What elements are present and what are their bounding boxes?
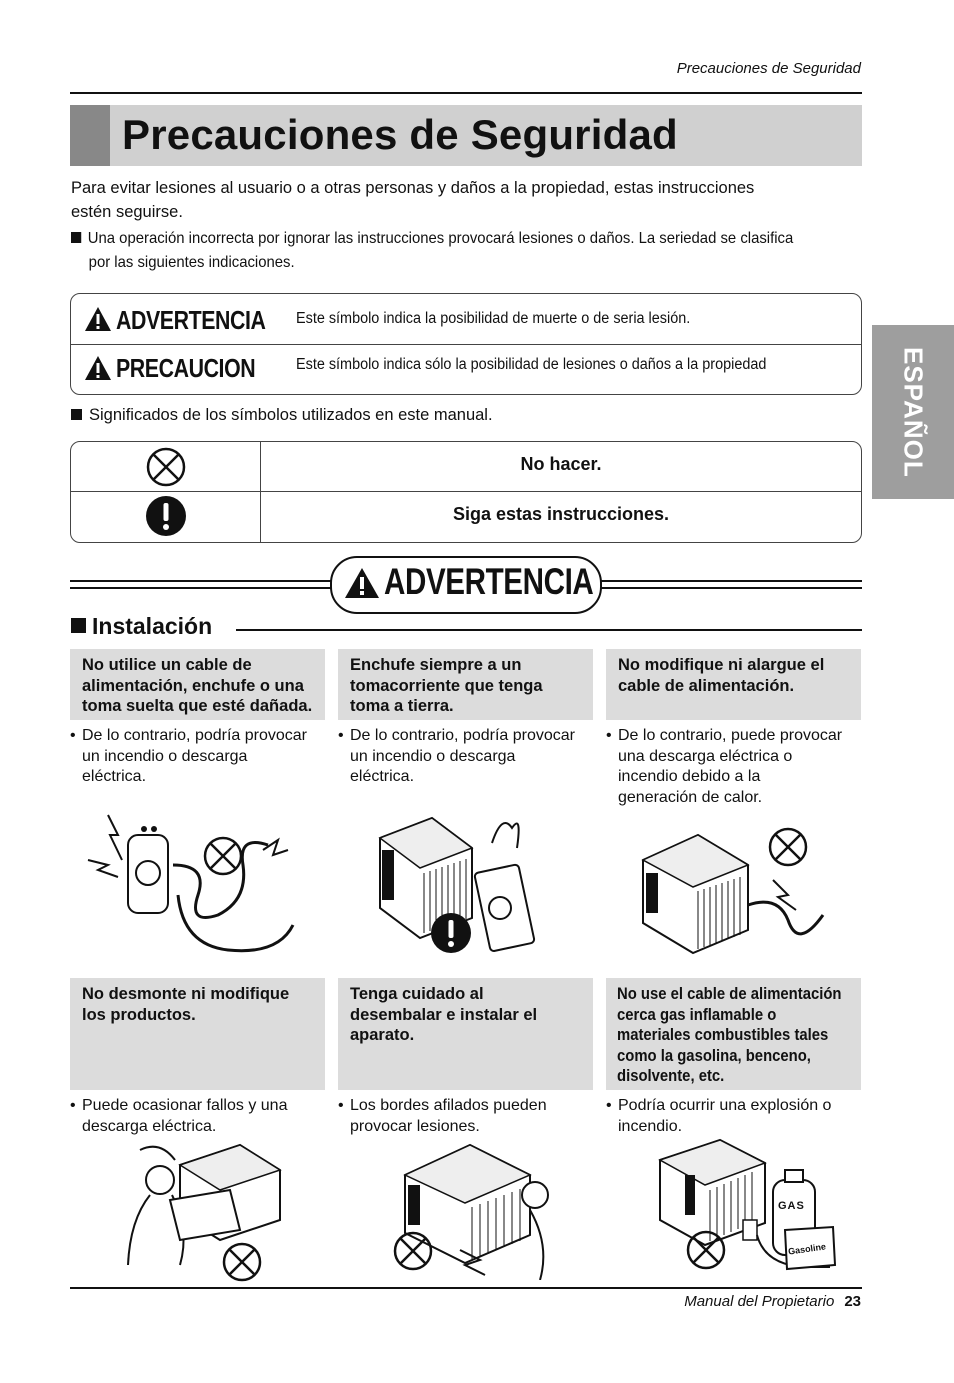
card-6-heading [606, 978, 861, 1090]
card-2-heading-line: tomacorriente que tenga [350, 676, 543, 695]
bullet-square-icon [71, 232, 81, 243]
card-3-body-line: incendio debido a la [618, 768, 761, 785]
disassembly-illustration [120, 1140, 305, 1270]
card-6-body: • Podría ocurrir una explosión o incendio. [606, 1096, 868, 1137]
intro-note-line-2: por las siguientes indicaciones. [88, 254, 295, 271]
card-5-heading-line: aparato. [350, 1026, 415, 1044]
card-2-body-line: eléctrica. [350, 768, 415, 785]
card-3-body-line: generación de calor. [618, 788, 763, 806]
intro-line-2: estén seguirse. [71, 203, 183, 221]
advertencia-label: ADVERTENCIA [116, 305, 266, 335]
signal-legend-divider [70, 344, 862, 345]
card-4-body-line: Puede ocasionar fallos y una [82, 1097, 288, 1114]
card-3-body: • De lo contrario, puede provocar una descarga eléctrica o incendio debido a la generación de calor. [606, 726, 868, 808]
banner-rule-left [70, 580, 332, 589]
card-3-heading [606, 649, 861, 720]
card-4-body: • Puede ocasionar fallos y una descarga eléctrica. [70, 1096, 332, 1137]
card-2-body-line: un incendio o descarga [350, 747, 516, 765]
exclamation-icon [145, 495, 187, 537]
page-number: 23 [844, 1293, 861, 1310]
intro-note [71, 227, 861, 275]
card-5-heading-line: desembalar e instalar el [350, 1005, 538, 1024]
precaucion-description: Este símbolo indica sólo la posibilidad de lesiones o daños a la propiedad [296, 356, 767, 373]
intro-note-line-1: Una operación incorrecta por ignorar las instrucciones provocará lesiones o daños. La seriedad se clasifica [87, 230, 794, 247]
warning-triangle-icon [84, 305, 112, 333]
intro-paragraph [71, 176, 851, 224]
caution-triangle-icon [84, 354, 112, 382]
page-title: Precauciones de Seguridad [122, 111, 678, 158]
card-1-body: • De lo contrario, podría provocar un incendio o descarga eléctrica. [70, 726, 332, 788]
symbol-meaning-siga: Siga estas instrucciones. [452, 504, 670, 524]
advertencia-description: Este símbolo indica la posibilidad de muerte o de seria lesión. [296, 310, 691, 327]
bullet-square-icon [71, 618, 86, 633]
symbol-meaning-no-hacer: No hacer. [520, 454, 602, 474]
card-6-heading-line: como la gasolina, benceno, [617, 1046, 811, 1065]
card-2-body: • De lo contrario, podría provocar un incendio o descarga eléctrica. [338, 726, 600, 788]
card-6-heading-line: No use el cable de alimentación [617, 985, 842, 1003]
precaucion-label: PRECAUCION [116, 353, 256, 383]
card-6-body-line: incendio. [618, 1117, 683, 1135]
card-2-heading-line: toma a tierra. [350, 697, 454, 715]
intro-line-1: Para evitar lesiones al usuario o a otras personas y daños a la propiedad, estas instrucciones [71, 179, 755, 197]
card-5-body-line: provocar lesiones. [350, 1117, 480, 1135]
footer-text: Manual del Propietario [684, 1293, 835, 1310]
section-rule [236, 629, 862, 631]
card-5-heading-line: Tenga cuidado al [350, 985, 484, 1003]
card-2-heading-line: Enchufe siempre a un [350, 656, 522, 674]
card-1-heading-line: alimentación, enchufe o una [82, 676, 304, 695]
title-accent-block [70, 105, 110, 166]
prohibition-icon [768, 827, 808, 867]
gasoline-can-label: Gasoline [787, 1241, 827, 1257]
prohibition-icon [393, 1231, 433, 1271]
card-4-body-line: descarga eléctrica. [82, 1117, 217, 1135]
card-3-body-line: De lo contrario, puede provocar [618, 727, 843, 744]
footer-rule [70, 1287, 862, 1289]
card-3-heading-line: cable de alimentación. [618, 676, 795, 695]
running-header: Precauciones de Seguridad [676, 60, 861, 77]
language-tab-label: ESPAÑOL [898, 346, 929, 478]
prohibition-icon [686, 1230, 726, 1270]
card-5-body-line: Los bordes afilados pueden [350, 1097, 547, 1114]
card-2-heading [338, 649, 593, 720]
card-2-body-line: De lo contrario, podría provocar [350, 727, 575, 744]
bullet-square-icon [71, 409, 82, 420]
card-6-heading-line: cerca gas inflamable o [617, 1005, 777, 1024]
exclamation-icon [430, 912, 472, 954]
advertencia-banner-label: ADVERTENCIA [384, 561, 594, 602]
gas-cylinder-label: GAS [778, 1200, 805, 1212]
prohibition-icon [203, 836, 243, 876]
card-1-body-line: un incendio o descarga [82, 747, 248, 765]
prohibition-icon [146, 447, 186, 487]
symbols-intro-text: Significados de los símbolos utilizados en este manual. [89, 406, 493, 424]
card-6-heading-line: materiales combustibles tales [617, 1026, 829, 1044]
card-3-heading-line: No modifique ni alargue el [618, 656, 825, 674]
card-6-heading-line: disolvente, etc. [617, 1067, 725, 1085]
warning-triangle-icon [344, 566, 380, 600]
card-5-heading [338, 978, 593, 1090]
card-5-body: • Los bordes afilados pueden provocar lesiones. [338, 1096, 600, 1137]
card-4-heading-line: No desmonte ni modifique [82, 985, 290, 1003]
card-4-heading-line: los productos. [82, 1005, 196, 1024]
symbols-intro [71, 406, 493, 425]
section-title-text: Instalación [92, 613, 213, 639]
flammable-gas-illustration [655, 1135, 845, 1275]
card-1-body-line: De lo contrario, podría provocar [82, 727, 307, 744]
card-1-body-line: eléctrica. [82, 768, 147, 785]
card-1-heading-line: toma suelta que esté dañada. [82, 697, 313, 715]
damaged-cord-illustration [78, 805, 298, 960]
card-4-heading [70, 978, 325, 1090]
card-1-heading [70, 649, 325, 720]
symbols-table-row-divider [70, 491, 862, 492]
banner-rule-right [596, 580, 862, 589]
card-1-heading-line: No utilice un cable de [82, 656, 252, 674]
prohibition-icon [222, 1242, 262, 1282]
section-title [71, 613, 212, 640]
card-3-body-line: una descarga eléctrica o [618, 747, 793, 765]
card-6-body-line: Podría ocurrir una explosión o [618, 1097, 832, 1114]
header-rule [70, 92, 862, 94]
footer [684, 1293, 861, 1310]
